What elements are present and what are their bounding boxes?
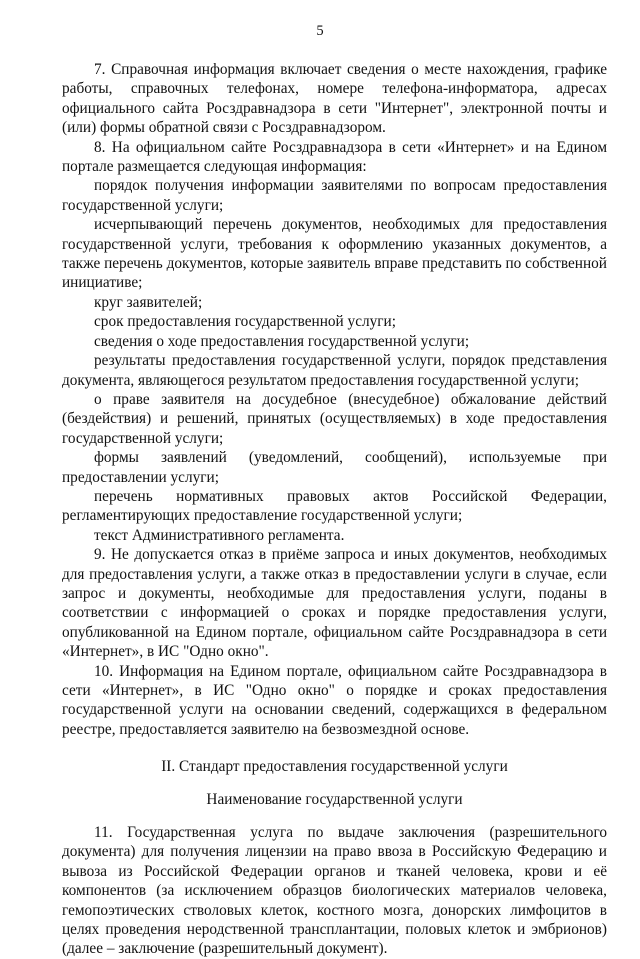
list-item: о праве заявителя на досудебное (внесудебное) обжалование действий (бездействия) и решений, принятых (осуществляемых) в ходе предоставления государственной услуги; [62, 390, 607, 447]
list-item: перечень нормативных правовых актов Российской Федерации, регламентирующих предоставление государственной услуги; [62, 487, 607, 525]
paragraph-9: 9. Не допускается отказ в приёме запроса и иных документов, необходимых для предоставления услуги, а также отказ в предоставлении услуги в случае, если запрос и документы, необходимые для предоставления услуги, поданы в соответствии с информацией о сроках и порядке предоставления услуги, опубликованной на Едином портале, официальном сайте Росздравнадзора в сети «Интернет», в ИС "Одно окно". [62, 546, 607, 661]
list-item: текст Административного регламента. [94, 526, 345, 544]
list-item: результаты предоставления государственной услуги, порядок представления документа, являющегося результатом предоставления государственной услуги; [62, 352, 607, 389]
paragraph-11: 11. Государственная услуга по выдаче заключения (разрешительного документа) для получения лицензии на право ввоза в Российскую Федерацию и вывоза из Российской Федерации органов и тканей человека, крови и её компонентов (за исключением образцов биологических материалов человека, гемопоэтических стволовых клеток, костного мозга, донорских лимфоцитов в целях проведения неродственной трансплантации, половых клеток и эмбрионов) (далее – заключение (разрешительный документ). [62, 824, 607, 958]
list-item: исчерпывающий перечень документов, необходимых для предоставления государственной услуги, требования к оформлению указанных документов, а также перечень документов, которые заявитель вправе представить по собственной инициативе; [62, 216, 607, 292]
page-number: 5 [316, 23, 324, 39]
document-body [62, 60, 607, 959]
list-item: сведения о ходе предоставления государственной услуги; [94, 332, 470, 350]
paragraph-7: 7. Справочная информация включает сведения о месте нахождения, графике работы, справочных телефонах, номере телефона-информатора, адресах официального сайта Росздравнадзора в сети "Интернет", электронной почты и (или) формы обратной связи с Росздравнадзором. [62, 61, 607, 137]
subsection-heading: Наименование государственной услуги [206, 790, 463, 808]
list-item: порядок получения информации заявителями по вопросам предоставления государственной услуги; [62, 177, 607, 214]
list-item: срок предоставления государственной услуги; [94, 313, 396, 331]
section-heading: II. Стандарт предоставления государственной услуги [161, 758, 508, 776]
paragraph-10: 10. Информация на Едином портале, официальном сайте Росздравнадзора в сети «Интернет», в ИС "Одно окно" о порядке и сроках предоставления государственной услуги на основании сведений, содержащихся в федеральном реестре, предоставляется заявителю на безвозмездной основе. [62, 662, 607, 738]
list-item: круг заявителей; [94, 293, 203, 311]
paragraph-8: 8. На официальном сайте Росздравнадзора в сети «Интернет» и на Едином портале размещается следующая информация: [62, 138, 607, 176]
list-item: формы заявлений (уведомлений, сообщений), используемые при предоставлении услуги; [62, 449, 607, 486]
